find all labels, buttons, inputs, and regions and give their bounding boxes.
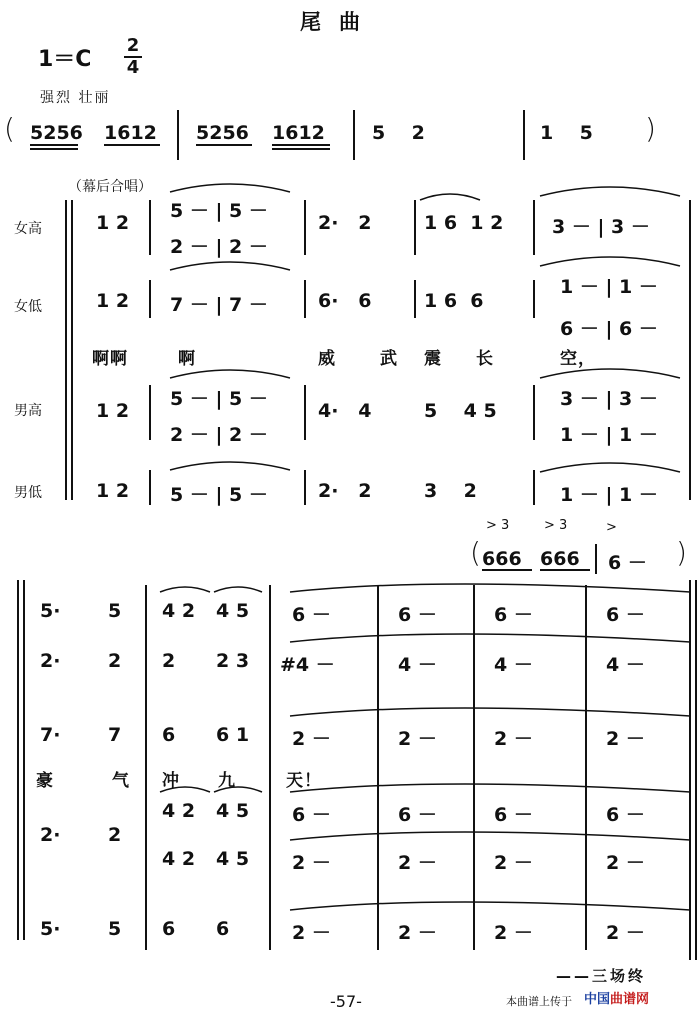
s2-r4a-c: 4 2 — [162, 800, 196, 822]
s2-r3-b: 7 — [108, 724, 122, 746]
s2-r4a-f: 6 － — [398, 804, 437, 826]
intro-seg-6: 1 5 — [540, 122, 593, 144]
s2-r4b-d: 4 5 — [216, 848, 250, 870]
accent-triplet-b: > 3 — [544, 518, 568, 533]
lyric-2-5: 天！ — [286, 771, 322, 791]
bass-m3: 2· 2 — [318, 480, 372, 502]
s2-r1-g: 6 － — [494, 604, 533, 626]
bass-m5: 1 － | 1 － — [560, 484, 658, 506]
s2-r3-c: 6 — [162, 724, 176, 746]
s2-r2-c: 2 — [162, 650, 176, 672]
alto-m4: 1 6 6 — [424, 290, 484, 312]
voice-label-bass: 男低 — [14, 485, 42, 501]
lyric-1-3: 威 — [318, 349, 336, 369]
alto-chord-bottom: 6 － | 6 － — [560, 318, 658, 340]
intro-open-paren: ( — [4, 112, 15, 145]
soprano-m5: 3 － | 3 － — [552, 216, 650, 238]
s2-r4a-e: 6 － — [292, 804, 331, 826]
s2-r4a-d: 4 5 — [216, 800, 250, 822]
lyric-2-2: 气 — [112, 771, 130, 791]
s2-r1-h: 6 － — [606, 604, 645, 626]
s2-r1-a: 5· — [40, 600, 61, 622]
intro-seg-1: 5256 — [30, 122, 83, 144]
accent-triplet-a: > 3 — [486, 518, 510, 533]
lyric-1-2: 啊 — [178, 349, 196, 369]
s2-r4b-h: 2 － — [606, 852, 645, 874]
s2-r5-a: 5· — [40, 918, 61, 940]
alto-m3: 6· 6 — [318, 290, 372, 312]
alto-pickup: 1 2 — [96, 290, 130, 312]
bass-pickup: 1 2 — [96, 480, 130, 502]
s2-r1-f: 6 － — [398, 604, 437, 626]
lyric-2-1: 豪 — [36, 771, 54, 791]
s2-r3-g: 2 － — [494, 728, 533, 750]
alto-m2: 7 － | 7 － — [170, 294, 268, 316]
s2-r3-d: 6 1 — [216, 724, 250, 746]
s2-r4b-g: 2 － — [494, 852, 533, 874]
s2-r2-b: 2 — [108, 650, 122, 672]
lyric-2-4: 九 — [218, 771, 236, 791]
lyric-1-5: 震 — [424, 349, 442, 369]
s2-r4b-b: 2 — [108, 824, 122, 846]
soprano-chord-bottom: 2 － | 2 － — [170, 236, 268, 258]
intro-seg-4: 1612 — [272, 122, 325, 144]
key-signature: 1＝C — [38, 47, 92, 72]
expression-mark: 强烈 壮丽 — [40, 90, 111, 106]
intro-close-paren: ) — [645, 112, 656, 145]
s2-r2-d: 2 3 — [216, 650, 250, 672]
tenor-pickup: 1 2 — [96, 400, 130, 422]
triplet-b: 666 — [540, 548, 580, 570]
upload-credit: 本曲谱上传于 — [506, 995, 572, 1008]
lyric-1-6: 长 — [476, 349, 494, 369]
s2-r2-a: 2· — [40, 650, 61, 672]
s2-r5-c: 6 — [162, 918, 176, 940]
s2-r1-e: 6 － — [292, 604, 331, 626]
soprano-pickup: 1 2 — [96, 212, 130, 234]
lyric-2-3: 冲 — [162, 771, 180, 791]
voice-label-tenor: 男高 — [14, 403, 42, 419]
lyric-1-4: 武 — [380, 349, 398, 369]
bass-m2: 5 － | 5 － — [170, 484, 268, 506]
lyric-1-1: 啊啊 — [92, 349, 128, 369]
soprano-m4: 1 6 1 2 — [424, 212, 504, 234]
s2-r4a-g: 6 － — [494, 804, 533, 826]
tenor-chord-top-2: 3 － | 3 － — [560, 388, 658, 410]
voice-label-soprano: 女高 — [14, 221, 42, 237]
page-number: -57- — [330, 992, 362, 1011]
s2-r5-f: 2 － — [398, 922, 437, 944]
s2-r1-c: 4 2 — [162, 600, 196, 622]
s2-r4b-f: 2 － — [398, 852, 437, 874]
page-title: 尾曲 — [300, 10, 378, 34]
offstage-chorus-annotation: （幕后合唱） — [68, 179, 152, 195]
s2-r4b-e: 2 － — [292, 852, 331, 874]
tenor-chord-bottom: 2 － | 2 － — [170, 424, 268, 446]
s2-r3-e: 2 － — [292, 728, 331, 750]
soprano-chord-top: 5 － | 5 － — [170, 200, 268, 222]
tenor-m4: 5 4 5 — [424, 400, 497, 422]
s2-r4b-a: 2· — [40, 824, 61, 846]
s2-r3-f: 2 － — [398, 728, 437, 750]
alto-chord-top: 1 － | 1 － — [560, 276, 658, 298]
voice-label-alto: 女低 — [14, 299, 42, 315]
tenor-m3: 4· 4 — [318, 400, 372, 422]
s2-r5-g: 2 － — [494, 922, 533, 944]
s2-r2-f: 4 － — [398, 654, 437, 676]
time-signature-top: 2 — [126, 35, 140, 56]
s2-r1-b: 5 — [108, 600, 122, 622]
s2-r5-e: 2 － — [292, 922, 331, 944]
intro-seg-2: 1612 — [104, 122, 157, 144]
s2-r5-h: 2 － — [606, 922, 645, 944]
act-end-mark: ——三场终 — [556, 967, 647, 985]
triplet-close-paren: ) — [676, 536, 687, 569]
s2-r2-h: 4 － — [606, 654, 645, 676]
s2-r3-h: 2 － — [606, 728, 645, 750]
triplet-a: 666 — [482, 548, 522, 570]
s2-r5-d: 6 — [216, 918, 230, 940]
s2-r2-e: #4 － — [280, 654, 335, 676]
s2-r4a-h: 6 － — [606, 804, 645, 826]
site-logo-suffix: 曲谱网 — [610, 992, 650, 1007]
site-logo-prefix: 中国 — [584, 992, 611, 1007]
triplet-open-paren: ( — [470, 536, 481, 569]
s2-r5-b: 5 — [108, 918, 122, 940]
triplet-c: 6 － — [608, 552, 647, 574]
s2-r1-d: 4 5 — [216, 600, 250, 622]
intro-seg-3: 5256 — [196, 122, 249, 144]
tenor-chord-top: 5 － | 5 － — [170, 388, 268, 410]
soprano-m3: 2· 2 — [318, 212, 372, 234]
tenor-chord-bottom-2: 1 － | 1 － — [560, 424, 658, 446]
intro-seg-5: 5 2 — [372, 122, 425, 144]
lyric-1-7: 空， — [560, 349, 596, 369]
accent-c: > — [606, 520, 617, 535]
bass-m4: 3 2 — [424, 480, 477, 502]
s2-r4b-c: 4 2 — [162, 848, 196, 870]
time-signature-bottom: 4 — [126, 57, 140, 78]
s2-r3-a: 7· — [40, 724, 61, 746]
s2-r2-g: 4 － — [494, 654, 533, 676]
